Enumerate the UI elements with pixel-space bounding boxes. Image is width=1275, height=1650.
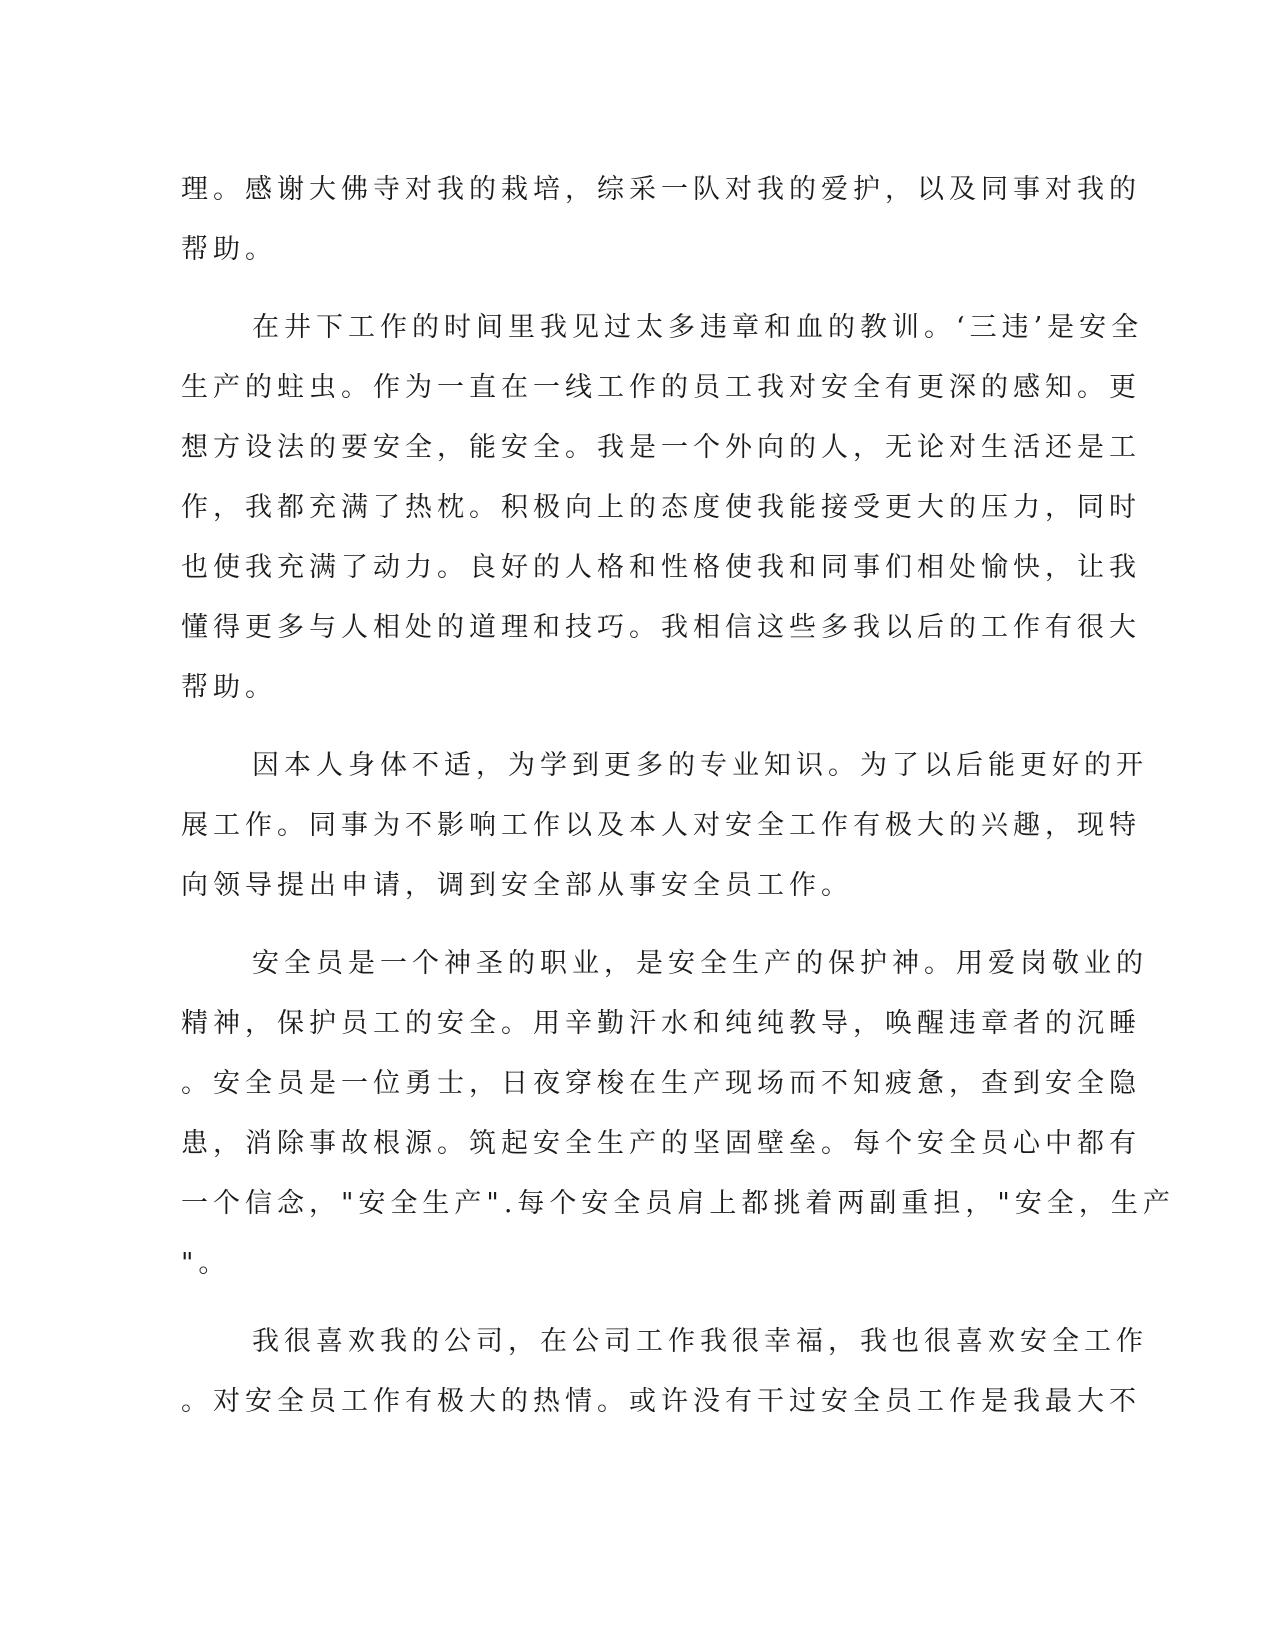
paragraph-1 (181, 160, 1141, 280)
text-line: 。对安全员工作有极大的热情。或许没有干过安全员工作是我最大不 (181, 1386, 1141, 1417)
paragraph-4 (181, 934, 1175, 1294)
text-line: 懂得更多与人相处的道理和技巧。我相信这些多我以后的工作有很大 (181, 612, 1141, 643)
text-line: 想方设法的要安全，能安全。我是一个外向的人，无论对生活还是工 (181, 432, 1141, 463)
text-line: 也使我充满了动力。良好的人格和性格使我和同事们相处愉快，让我 (181, 552, 1141, 583)
text-line: 帮助。 (181, 234, 277, 265)
text-line: 理。感谢大佛寺对我的栽培，综采一队对我的爱护，以及同事对我的 (181, 174, 1141, 205)
text-line: 一个信念，"安全生产".每个安全员肩上都挑着两副重担，"安全，生产 (181, 1188, 1175, 1219)
text-line: 作，我都充满了热枕。积极向上的态度使我能接受更大的压力，同时 (181, 492, 1141, 523)
text-line-indented: 因本人身体不适，为学到更多的专业知识。为了以后能更好的开 (252, 750, 1148, 781)
text-line-indented: 在井下工作的时间里我见过太多违章和血的教训。‘三违’是安全 (252, 312, 1144, 343)
text-line: 患，消除事故根源。筑起安全生产的坚固壁垒。每个安全员心中都有 (181, 1128, 1141, 1159)
text-line: 生产的蛀虫。作为一直在一线工作的员工我对安全有更深的感知。更 (181, 372, 1141, 403)
text-line: 精神，保护员工的安全。用辛勤汗水和纯纯教导，唤醒违章者的沉睡 (181, 1008, 1141, 1039)
paragraph-2 (181, 298, 1144, 718)
paragraph-5 (181, 1312, 1148, 1432)
document-body (181, 160, 1175, 1450)
text-line: 帮助。 (181, 672, 277, 703)
text-line: 展工作。同事为不影响工作以及本人对安全工作有极大的兴趣，现特 (181, 810, 1141, 841)
text-line-indented: 安全员是一个神圣的职业，是安全生产的保护神。用爱岗敬业的 (252, 948, 1148, 979)
text-line: "。 (181, 1248, 231, 1279)
paragraph-3 (181, 736, 1148, 916)
text-line-indented: 我很喜欢我的公司，在公司工作我很幸福，我也很喜欢安全工作 (252, 1326, 1148, 1357)
text-line: 向领导提出申请，调到安全部从事安全员工作。 (181, 870, 853, 901)
text-line: 。安全员是一位勇士，日夜穿梭在生产现场而不知疲惫，查到安全隐 (181, 1068, 1141, 1099)
